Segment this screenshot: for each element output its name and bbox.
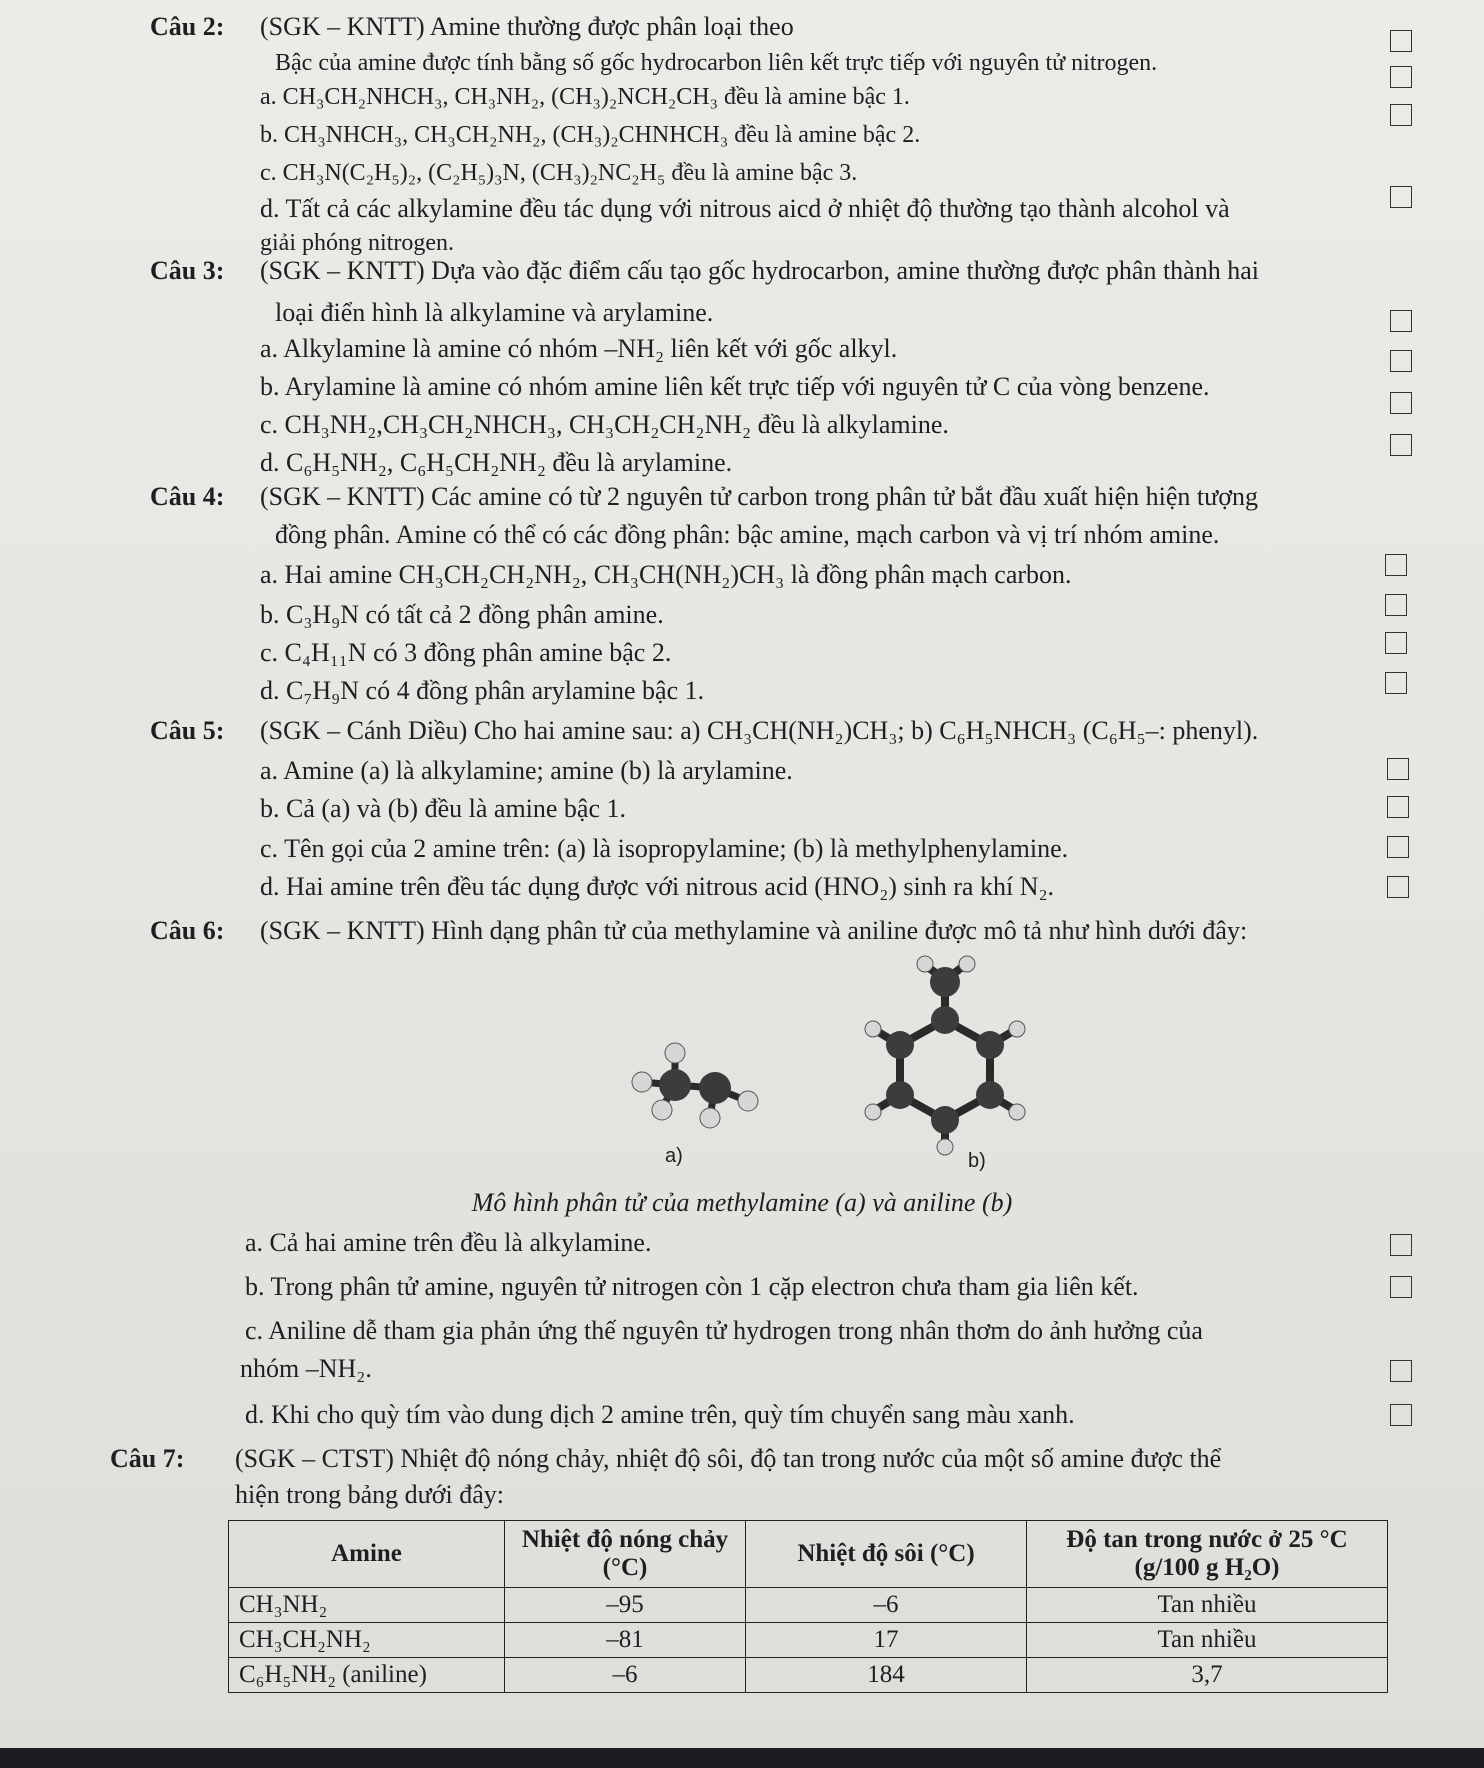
q2-stem2: Bậc của amine được tính bằng số gốc hydrocarbon liên kết trực tiếp với nguyên tử nitrogen. [275,50,1158,76]
q3-option-c: c. CH₃NH₂,CH₃CH₂NHCH₃, CH₃CH₂CH₂NH₂ đều là alkylamine. [260,410,949,439]
cell-solubility: Tan nhiều [1027,1623,1388,1658]
q4-answer-box-a[interactable] [1385,554,1407,576]
q4-option-a: a. Hai amine CH₃CH₂CH₂NH₂, CH₃CH(NH₂)CH₃ là đồng phân mạch carbon. [260,560,1072,589]
q7-stem1: (SGK – CTST) Nhiệt độ nóng chảy, nhiệt độ sôi, độ tan trong nước của một số amine được thể [235,1444,1222,1473]
q4-option-c: c. C₄H₁₁N có 3 đồng phân amine bậc 2. [260,638,672,667]
cell-amine: CH₃CH₂NH₂ [229,1623,505,1658]
q5-stem1: (SGK – Cánh Diều) Cho hai amine sau: a) CH₃CH(NH₂)CH₃; b) C₆H₅NHCH₃ (C₆H₅–: phenyl). [260,716,1259,745]
q4-option-d: d. C₇H₉N có 4 đồng phân arylamine bậc 1. [260,676,705,705]
q2-option-d-line2: giải phóng nitrogen. [260,230,454,256]
q3-stem1: (SGK – KNTT) Dựa vào đặc điểm cấu tạo gốc hydrocarbon, amine thường được phân thành hai [260,256,1259,285]
q3-label: Câu 3: [150,256,225,285]
photo-bottom-edge [0,1748,1484,1768]
q4-stem1: (SGK – KNTT) Các amine có từ 2 nguyên tử carbon trong phân tử bắt đầu xuất hiện hiện tượng [260,482,1258,511]
q6-option-a: a. Cả hai amine trên đều là alkylamine. [245,1228,652,1257]
q3-answer-box-b[interactable] [1390,350,1412,372]
q5-option-d: d. Hai amine trên đều tác dụng được với nitrous acid (HNO₂) sinh ra khí N₂. [260,872,1055,901]
q2-option-a: a. CH₃CH₂NHCH₃, CH₃NH₂, (CH₃)₂NCH₂CH₃ đều là amine bậc 1. [260,84,910,110]
header-solubility: Độ tan trong nước ở 25 °C (g/100 g H₂O) [1027,1521,1388,1588]
q6-stem1: (SGK – KNTT) Hình dạng phân tử của methylamine và aniline được mô tả như hình dưới đây: [260,916,1248,945]
molecule-figure [560,950,1060,1180]
cell-boiling-point: –6 [746,1588,1027,1623]
q6-option-c-line2: nhóm –NH₂. [240,1354,372,1383]
q5-answer-box-b[interactable] [1387,796,1409,818]
q2-option-d-line1: d. Tất cả các alkylamine đều tác dụng với nitrous aicd ở nhiệt độ thường tạo thành alcohol và [260,194,1230,223]
cell-melting-point: –6 [505,1658,746,1693]
q3-option-d: d. C₆H₅NH₂, C₆H₅CH₂NH₂ đều là arylamine. [260,448,733,477]
figure-caption: Mô hình phân tử của methylamine (a) và aniline (b) [471,1188,1013,1217]
q2-option-c: c. CH₃N(C₂H₅)₂, (C₂H₅)₃N, (CH₃)₂NC₂H₅ đều là amine bậc 3. [260,160,858,186]
cell-solubility: 3,7 [1027,1658,1388,1693]
cell-solubility: Tan nhiều [1027,1588,1388,1623]
figure-label-b: b) [968,1150,986,1172]
q4-label: Câu 4: [150,482,225,511]
cell-amine: CH₃NH₂ [229,1588,505,1623]
table-header-row [229,1521,1388,1588]
q5-answer-box-d[interactable] [1387,876,1409,898]
q4-title [150,482,1258,512]
q3-option-b: b. Arylamine là amine có nhóm amine liên kết trực tiếp với nguyên tử C của vòng benzene. [260,372,1210,401]
q6-label: Câu 6: [150,916,225,945]
aniline-atoms [865,956,1025,1155]
q2-stem1: (SGK – KNTT) Amine thường được phân loại theo [260,12,794,41]
q6-answer-box-a[interactable] [1390,1234,1412,1256]
q7-title [110,1444,1221,1474]
q5-option-a: a. Amine (a) là alkylamine; amine (b) là arylamine. [260,756,793,785]
cell-boiling-point: 184 [746,1658,1027,1693]
q2-answer-box-a[interactable] [1390,30,1412,52]
q4-answer-box-c[interactable] [1385,632,1407,654]
cell-melting-point: –95 [505,1588,746,1623]
cell-amine: C₆H₅NH₂ (aniline) [229,1658,505,1693]
q6-option-b: b. Trong phân tử amine, nguyên tử nitrogen còn 1 cặp electron chưa tham gia liên kết. [245,1272,1139,1301]
q5-answer-box-c[interactable] [1387,836,1409,858]
amine-properties-table [228,1520,1388,1693]
cell-melting-point: –81 [505,1623,746,1658]
q4-answer-box-d[interactable] [1385,672,1407,694]
q3-option-a: a. Alkylamine là amine có nhóm –NH₂ liên kết với gốc alkyl. [260,334,898,363]
q6-option-d: d. Khi cho quỳ tím vào dung dịch 2 amine trên, quỳ tím chuyển sang màu xanh. [245,1400,1075,1429]
q6-answer-box-d[interactable] [1390,1404,1412,1426]
q3-title [150,256,1259,286]
q4-stem2: đồng phân. Amine có thể có các đồng phân: bậc amine, mạch carbon và vị trí nhóm amine. [275,520,1220,549]
q2-title [150,12,794,42]
q6-title [150,916,1247,946]
q2-answer-box-c[interactable] [1390,104,1412,126]
q4-answer-box-b[interactable] [1385,594,1407,616]
q7-label: Câu 7: [110,1444,185,1473]
q5-title [150,716,1258,746]
table-row [229,1623,1388,1658]
q5-option-b: b. Cả (a) và (b) đều là amine bậc 1. [260,794,627,823]
q4-option-b: b. C₃H₉N có tất cả 2 đồng phân amine. [260,600,664,629]
q6-option-c-line1: c. Aniline dễ tham gia phản ứng thế nguyên tử hydrogen trong nhân thơm do ảnh hưởng của [245,1316,1203,1345]
q5-option-c: c. Tên gọi của 2 amine trên: (a) là isopropylamine; (b) là methylphenylamine. [260,834,1069,863]
q3-answer-box-c[interactable] [1390,392,1412,414]
q6-answer-box-c[interactable] [1390,1360,1412,1382]
q2-answer-box-b[interactable] [1390,66,1412,88]
header-melting-point: Nhiệt độ nóng chảy (°C) [505,1521,746,1588]
q3-stem2: loại điển hình là alkylamine và arylamine. [275,298,714,327]
header-boiling-point: Nhiệt độ sôi (°C) [746,1521,1027,1588]
table-row [229,1588,1388,1623]
q6-answer-box-b[interactable] [1390,1276,1412,1298]
table-row [229,1658,1388,1693]
q2-label: Câu 2: [150,12,225,41]
header-amine: Amine [229,1521,505,1588]
cell-boiling-point: 17 [746,1623,1027,1658]
q2-answer-box-d[interactable] [1390,186,1412,208]
q3-answer-box-d[interactable] [1390,434,1412,456]
figure-label-a: a) [665,1145,683,1167]
q7-stem2: hiện trong bảng dưới đây: [235,1480,505,1509]
q3-answer-box-a[interactable] [1390,310,1412,332]
q5-label: Câu 5: [150,716,225,745]
q5-answer-box-a[interactable] [1387,758,1409,780]
q2-option-b: b. CH₃NHCH₃, CH₃CH₂NH₂, (CH₃)₂CHNHCH₃ đều là amine bậc 2. [260,122,921,148]
